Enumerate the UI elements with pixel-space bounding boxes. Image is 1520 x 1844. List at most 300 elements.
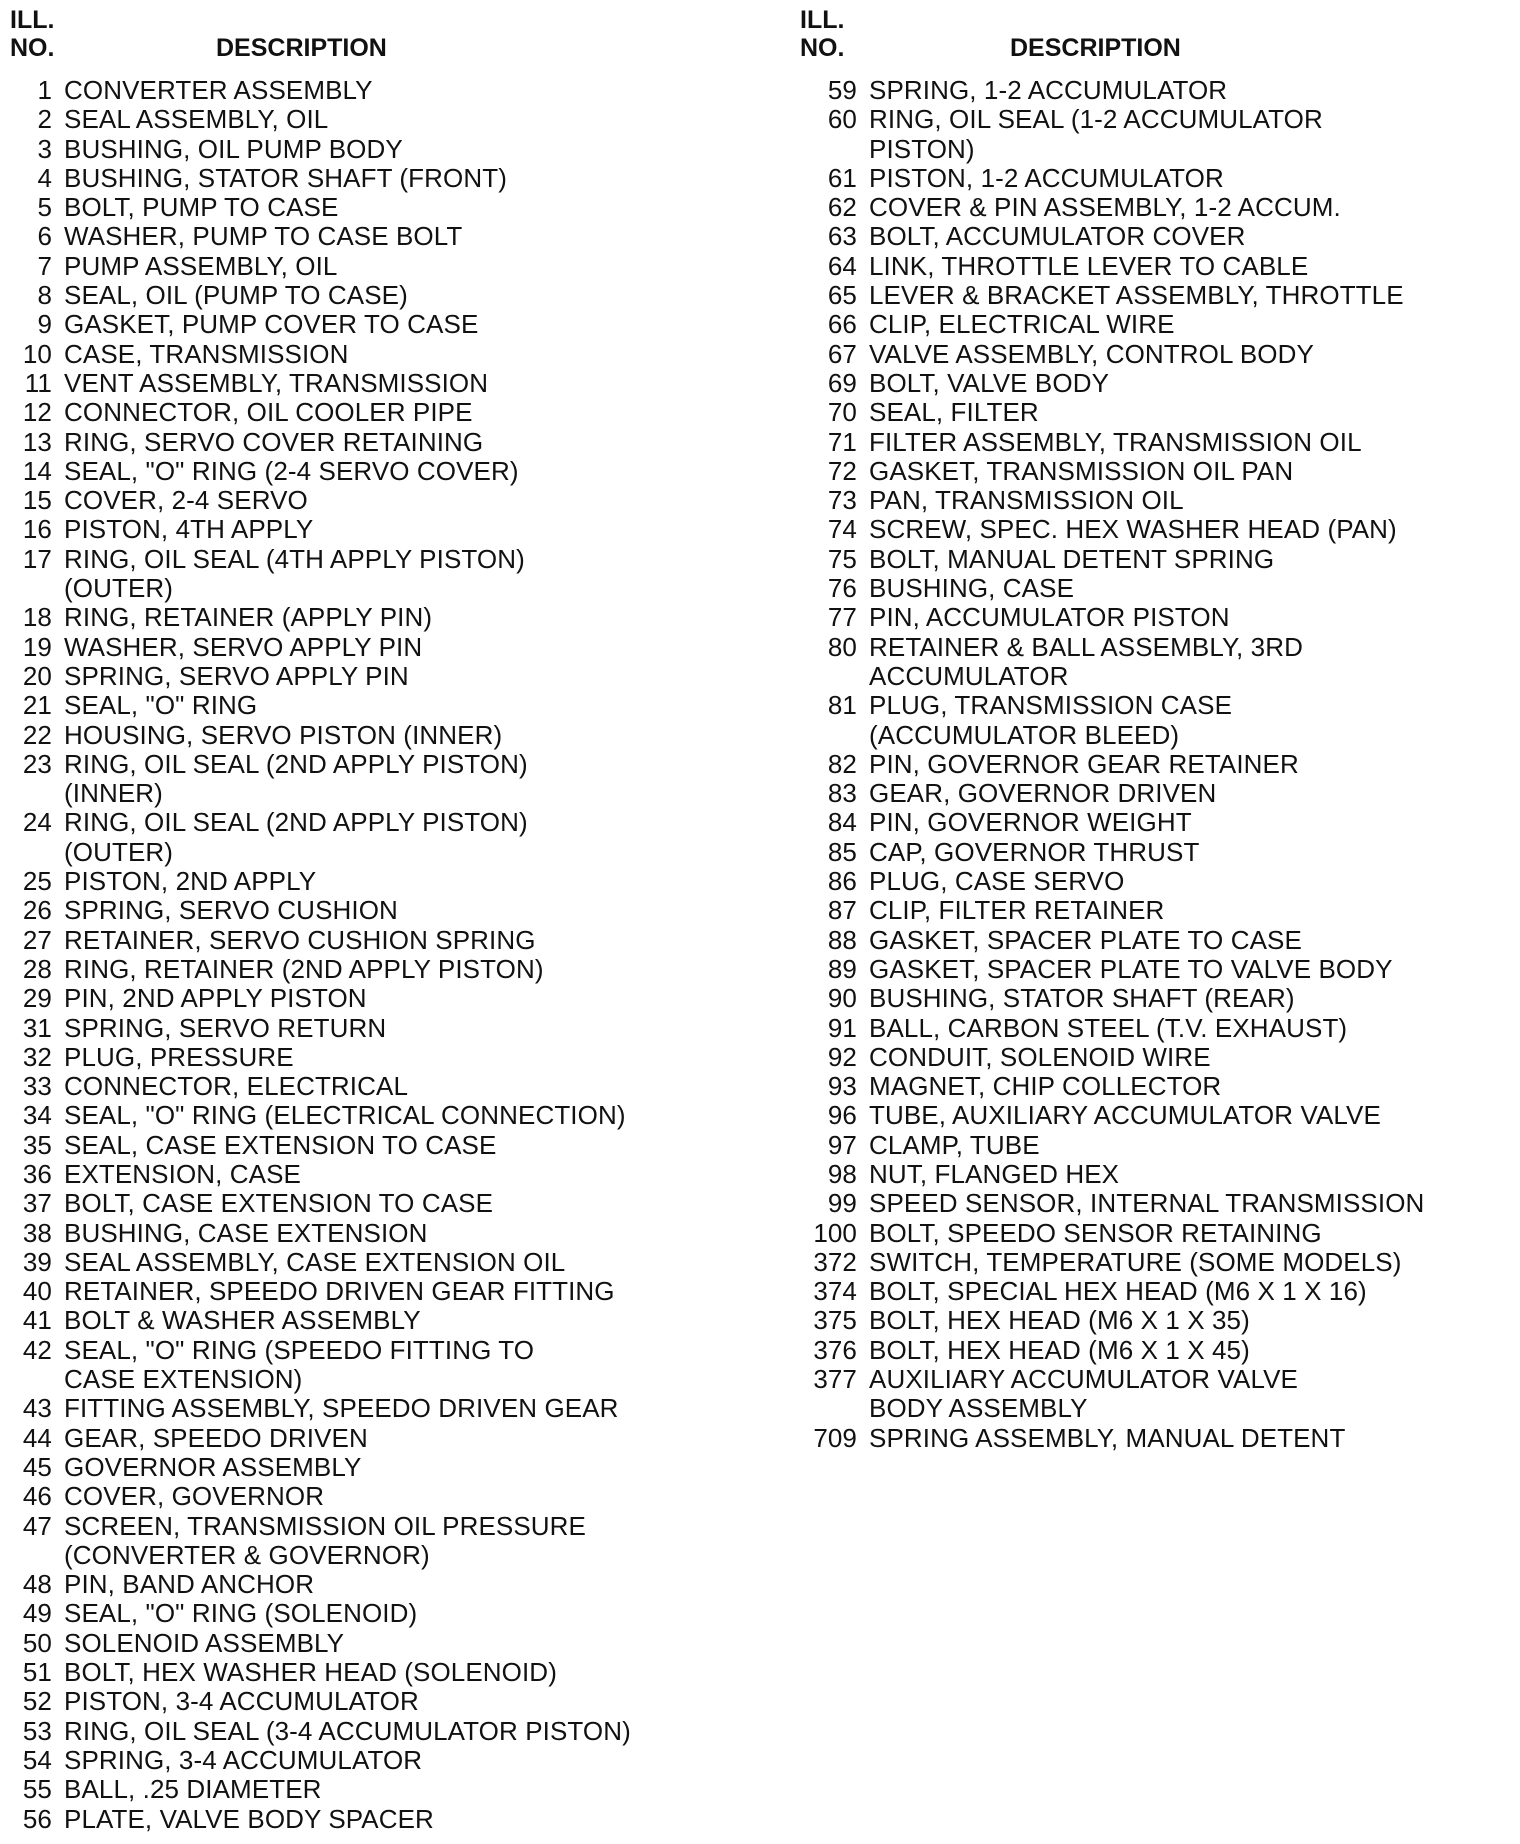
item-number: 34: [22, 1100, 52, 1131]
item-number: 96: [827, 1100, 857, 1131]
item-number: 59: [827, 75, 857, 105]
item-number: 91: [827, 1012, 857, 1043]
item-number: 97: [827, 1129, 857, 1160]
list-item: [10, 193, 740, 222]
list-item: [800, 1306, 1515, 1335]
list-item: [10, 1043, 740, 1072]
list-item: [10, 164, 740, 193]
item-number: 90: [827, 983, 857, 1014]
item-number: 36: [22, 1158, 52, 1189]
item-number: 37: [22, 1188, 52, 1219]
list-item: [10, 750, 740, 809]
item-description: VENT ASSEMBLY, TRANSMISSION: [64, 367, 489, 398]
list-item: [10, 545, 740, 604]
item-description: CLIP, ELECTRICAL WIRE: [869, 309, 1175, 340]
item-description: SPRING, SERVO APPLY PIN: [64, 660, 409, 691]
right-column-header: [800, 6, 1515, 62]
item-number: 6: [37, 221, 52, 252]
list-item: [10, 1599, 740, 1628]
item-number: 372: [813, 1246, 857, 1277]
item-description: SPRING, 1-2 ACCUMULATOR: [869, 75, 1228, 105]
item-description: GASKET, SPACER PLATE TO VALVE BODY: [869, 953, 1393, 984]
item-number: 9: [37, 309, 52, 340]
list-item: [10, 1277, 740, 1306]
list-item: [10, 1131, 740, 1160]
list-item: [10, 633, 740, 662]
item-description: RETAINER & BALL ASSEMBLY, 3RD ACCUMULATOR: [869, 631, 1303, 691]
list-item: [10, 105, 740, 134]
item-description: CONVERTER ASSEMBLY: [64, 75, 373, 105]
item-description: RING, OIL SEAL (4TH APPLY PISTON) (OUTER): [64, 543, 525, 604]
item-number: 40: [22, 1276, 52, 1307]
item-description: CASE, TRANSMISSION: [64, 338, 349, 369]
right-column: [800, 6, 1515, 1453]
list-item: [800, 1014, 1515, 1043]
list-item: [10, 721, 740, 750]
item-description: SEAL ASSEMBLY, OIL: [64, 104, 329, 135]
list-item: [10, 222, 740, 251]
list-item: [10, 135, 740, 164]
item-description: BUSHING, CASE: [869, 573, 1075, 604]
item-number: 67: [827, 338, 857, 369]
item-description: PLUG, PRESSURE: [64, 1041, 294, 1072]
item-number: 72: [827, 455, 857, 486]
list-item: [800, 1336, 1515, 1365]
list-item: [800, 428, 1515, 457]
item-number: 65: [827, 280, 857, 311]
item-number: 15: [22, 485, 52, 516]
list-item: [800, 369, 1515, 398]
parts-list-right: [800, 76, 1515, 1453]
item-number: 56: [22, 1803, 52, 1834]
item-number: 89: [827, 953, 857, 984]
list-item: [10, 603, 740, 632]
list-item: [800, 1424, 1515, 1453]
item-number: 5: [37, 192, 52, 223]
item-number: 19: [22, 631, 52, 662]
item-number: 66: [827, 309, 857, 340]
item-description: RING, RETAINER (APPLY PIN): [64, 602, 433, 633]
item-description: SPRING, 3-4 ACCUMULATOR: [64, 1744, 423, 1775]
item-description: CONDUIT, SOLENOID WIRE: [869, 1041, 1211, 1072]
item-number: 18: [22, 602, 52, 633]
list-item: [10, 1014, 740, 1043]
item-number: 28: [22, 953, 52, 984]
list-item: [800, 252, 1515, 281]
item-number: 77: [827, 602, 857, 633]
item-number: 375: [813, 1305, 857, 1336]
item-description: PIN, GOVERNOR GEAR RETAINER: [869, 748, 1299, 779]
list-item: [10, 252, 740, 281]
item-number: 22: [22, 719, 52, 750]
item-number: 84: [827, 807, 857, 838]
list-item: [10, 984, 740, 1013]
list-item: [800, 515, 1515, 544]
list-item: [10, 1248, 740, 1277]
list-item: [800, 1248, 1515, 1277]
item-number: 33: [22, 1071, 52, 1102]
list-item: [800, 1160, 1515, 1189]
list-item: [10, 515, 740, 544]
item-number: 21: [22, 690, 52, 721]
item-description: PISTON, 2ND APPLY: [64, 866, 317, 897]
item-description: BOLT, HEX WASHER HEAD (SOLENOID): [64, 1657, 557, 1688]
list-item: [10, 1189, 740, 1218]
list-item: [10, 1072, 740, 1101]
list-item: [800, 896, 1515, 925]
item-number: 75: [827, 543, 857, 574]
list-item: [800, 955, 1515, 984]
item-description: COVER & PIN ASSEMBLY, 1-2 ACCUM.: [869, 192, 1341, 223]
list-item: [10, 896, 740, 925]
item-number: 55: [22, 1774, 52, 1805]
item-number: 61: [827, 162, 857, 193]
item-description: COVER, GOVERNOR: [64, 1481, 325, 1512]
item-description: NUT, FLANGED HEX: [869, 1158, 1120, 1189]
item-description: RING, OIL SEAL (3-4 ACCUMULATOR PISTON): [64, 1715, 631, 1746]
item-number: 52: [22, 1686, 52, 1717]
item-description: RING, OIL SEAL (1-2 ACCUMULATOR PISTON): [869, 104, 1323, 164]
item-number: 29: [22, 983, 52, 1014]
list-item: [800, 1101, 1515, 1130]
item-description: BOLT, VALVE BODY: [869, 367, 1110, 398]
list-item: [800, 398, 1515, 427]
item-number: 60: [827, 104, 857, 135]
list-item: [10, 1717, 740, 1746]
list-item: [800, 545, 1515, 574]
item-number: 87: [827, 895, 857, 926]
list-item: [10, 1394, 740, 1423]
list-item: [10, 1336, 740, 1395]
item-number: 46: [22, 1481, 52, 1512]
list-item: [800, 1189, 1515, 1218]
list-item: [10, 867, 740, 896]
item-description: PLUG, CASE SERVO: [869, 866, 1125, 897]
item-number: 3: [37, 133, 52, 164]
no-header: NO.: [10, 34, 55, 62]
list-item: [10, 310, 740, 339]
list-item: [800, 867, 1515, 896]
item-description: SEAL, OIL (PUMP TO CASE): [64, 280, 408, 311]
item-number: 47: [22, 1510, 52, 1541]
item-description: PISTON, 4TH APPLY: [64, 514, 314, 545]
item-number: 374: [813, 1276, 857, 1307]
item-description: BUSHING, OIL PUMP BODY: [64, 133, 403, 164]
list-item: [800, 750, 1515, 779]
item-description: FITTING ASSEMBLY, SPEEDO DRIVEN GEAR: [64, 1393, 619, 1424]
item-description: PLUG, TRANSMISSION CASE (ACCUMULATOR BLEED): [869, 690, 1233, 750]
item-description: SOLENOID ASSEMBLY: [64, 1627, 345, 1658]
item-description: GEAR, SPEEDO DRIVEN: [64, 1422, 368, 1453]
item-number: 27: [22, 924, 52, 955]
item-number: 82: [827, 748, 857, 779]
list-item: [800, 1072, 1515, 1101]
list-item: [10, 1160, 740, 1189]
item-description: RING, OIL SEAL (2ND APPLY PISTON) (INNER): [64, 748, 528, 809]
item-number: 73: [827, 485, 857, 516]
list-item: [10, 340, 740, 369]
list-item: [800, 633, 1515, 692]
item-description: RETAINER, SPEEDO DRIVEN GEAR FITTING: [64, 1276, 615, 1307]
item-number: 17: [22, 543, 52, 574]
item-description: PIN, GOVERNOR WEIGHT: [869, 807, 1192, 838]
item-description: PIN, BAND ANCHOR: [64, 1569, 315, 1600]
left-column: [10, 6, 740, 1834]
item-number: 70: [827, 397, 857, 428]
item-number: 88: [827, 924, 857, 955]
list-item: [10, 1658, 740, 1687]
item-number: 2: [37, 104, 52, 135]
item-description: GASKET, PUMP COVER TO CASE: [64, 309, 479, 340]
item-number: 20: [22, 660, 52, 691]
item-description: BOLT, PUMP TO CASE: [64, 192, 339, 223]
item-description: BOLT, HEX HEAD (M6 X 1 X 35): [869, 1305, 1250, 1336]
item-description: COVER, 2-4 SERVO: [64, 485, 308, 516]
list-item: [10, 1101, 740, 1130]
list-item: [800, 926, 1515, 955]
item-number: 76: [827, 573, 857, 604]
item-number: 71: [827, 426, 857, 457]
list-item: [800, 1219, 1515, 1248]
item-description: PISTON, 3-4 ACCUMULATOR: [64, 1686, 419, 1717]
list-item: [10, 76, 740, 105]
item-description: SPRING, SERVO RETURN: [64, 1012, 387, 1043]
item-number: 62: [827, 192, 857, 223]
list-item: [800, 1131, 1515, 1160]
item-number: 98: [827, 1158, 857, 1189]
list-item: [800, 281, 1515, 310]
item-description: SEAL, "O" RING: [64, 690, 258, 721]
item-description: BALL, CARBON STEEL (T.V. EXHAUST): [869, 1012, 1348, 1043]
item-number: 86: [827, 866, 857, 897]
item-description: CONNECTOR, ELECTRICAL: [64, 1071, 409, 1102]
list-item: [800, 222, 1515, 251]
item-description: WASHER, SERVO APPLY PIN: [64, 631, 423, 662]
item-description: CLAMP, TUBE: [869, 1129, 1040, 1160]
list-item: [10, 1570, 740, 1599]
no-header: NO.: [800, 34, 845, 62]
item-description: BUSHING, STATOR SHAFT (REAR): [869, 983, 1295, 1014]
item-description: SEAL, "O" RING (SPEEDO FITTING TO CASE EXTENSION): [64, 1334, 535, 1395]
item-number: 4: [37, 162, 52, 193]
list-item: [10, 808, 740, 867]
item-description: CAP, GOVERNOR THRUST: [869, 836, 1200, 867]
item-description: SEAL, "O" RING (SOLENOID): [64, 1598, 418, 1629]
list-item: [10, 1687, 740, 1716]
list-item: [800, 691, 1515, 750]
list-item: [10, 1512, 740, 1571]
parts-list-left: [10, 76, 740, 1834]
item-number: 100: [813, 1217, 857, 1248]
list-item: [800, 984, 1515, 1013]
item-description: BOLT, ACCUMULATOR COVER: [869, 221, 1246, 252]
item-description: LINK, THROTTLE LEVER TO CABLE: [869, 250, 1309, 281]
list-item: [800, 457, 1515, 486]
left-column-header: [10, 6, 740, 62]
item-number: 41: [22, 1305, 52, 1336]
item-number: 45: [22, 1451, 52, 1482]
item-description: GASKET, TRANSMISSION OIL PAN: [869, 455, 1294, 486]
item-number: 83: [827, 778, 857, 809]
list-item: [800, 808, 1515, 837]
list-item: [10, 1482, 740, 1511]
ill-header: ILL.: [800, 6, 845, 34]
list-item: [800, 193, 1515, 222]
item-description: AUXILIARY ACCUMULATOR VALVE BODY ASSEMBLY: [869, 1364, 1298, 1424]
list-item: [10, 955, 740, 984]
item-number: 64: [827, 250, 857, 281]
item-number: 35: [22, 1129, 52, 1160]
list-item: [800, 76, 1515, 105]
list-item: [800, 603, 1515, 632]
item-number: 93: [827, 1071, 857, 1102]
item-description: WASHER, PUMP TO CASE BOLT: [64, 221, 463, 252]
item-description: EXTENSION, CASE: [64, 1158, 301, 1189]
list-item: [800, 1365, 1515, 1424]
item-number: 14: [22, 455, 52, 486]
item-number: 23: [22, 748, 52, 779]
item-number: 80: [827, 631, 857, 662]
item-number: 25: [22, 866, 52, 897]
list-item: [800, 105, 1515, 164]
item-description: PUMP ASSEMBLY, OIL: [64, 250, 338, 281]
item-number: 38: [22, 1217, 52, 1248]
item-description: GOVERNOR ASSEMBLY: [64, 1451, 362, 1482]
item-description: HOUSING, SERVO PISTON (INNER): [64, 719, 503, 750]
item-number: 39: [22, 1246, 52, 1277]
item-number: 11: [24, 367, 52, 398]
list-item: [10, 398, 740, 427]
list-item: [800, 1277, 1515, 1306]
item-description: PAN, TRANSMISSION OIL: [869, 485, 1184, 516]
item-description: SPEED SENSOR, INTERNAL TRANSMISSION: [869, 1188, 1425, 1219]
item-number: 50: [22, 1627, 52, 1658]
item-description: SCREEN, TRANSMISSION OIL PRESSURE (CONVERTER & GOVERNOR): [64, 1510, 586, 1570]
list-item: [800, 779, 1515, 808]
item-number: 1: [37, 75, 52, 105]
item-number: 31: [22, 1012, 52, 1043]
list-item: [10, 1424, 740, 1453]
item-description: PIN, 2ND APPLY PISTON: [64, 983, 367, 1014]
item-description: BOLT, SPEEDO SENSOR RETAINING: [869, 1217, 1322, 1248]
list-item: [800, 574, 1515, 603]
list-item: [10, 1775, 740, 1804]
item-description: GEAR, GOVERNOR DRIVEN: [869, 778, 1217, 809]
item-description: BOLT, HEX HEAD (M6 X 1 X 45): [869, 1334, 1250, 1365]
item-description: SEAL ASSEMBLY, CASE EXTENSION OIL: [64, 1246, 566, 1277]
list-item: [800, 340, 1515, 369]
item-number: 48: [22, 1569, 52, 1600]
ill-header: ILL.: [10, 6, 55, 34]
item-number: 12: [22, 397, 52, 428]
item-number: 709: [813, 1422, 857, 1453]
item-description: PIN, ACCUMULATOR PISTON: [869, 602, 1230, 633]
item-description: BOLT & WASHER ASSEMBLY: [64, 1305, 421, 1336]
item-description: GASKET, SPACER PLATE TO CASE: [869, 924, 1302, 955]
item-description: SEAL, FILTER: [869, 397, 1039, 428]
item-number: 92: [827, 1041, 857, 1072]
item-number: 7: [37, 250, 52, 281]
item-description: SPRING ASSEMBLY, MANUAL DETENT: [869, 1422, 1346, 1453]
list-item: [10, 369, 740, 398]
item-description: PLATE, VALVE BODY SPACER: [64, 1803, 434, 1834]
list-item: [10, 1306, 740, 1335]
item-description: RING, RETAINER (2ND APPLY PISTON): [64, 953, 544, 984]
list-item: [800, 1043, 1515, 1072]
item-description: RING, OIL SEAL (2ND APPLY PISTON) (OUTER): [64, 807, 528, 867]
item-description: SCREW, SPEC. HEX WASHER HEAD (PAN): [869, 514, 1397, 545]
list-item: [800, 486, 1515, 515]
item-number: 69: [827, 367, 857, 398]
item-description: BUSHING, STATOR SHAFT (FRONT): [64, 162, 507, 193]
item-description: CLIP, FILTER RETAINER: [869, 895, 1165, 926]
item-description: SEAL, "O" RING (ELECTRICAL CONNECTION): [64, 1100, 626, 1131]
item-description: RETAINER, SERVO CUSHION SPRING: [64, 924, 536, 955]
item-number: 43: [22, 1393, 52, 1424]
item-description: PISTON, 1-2 ACCUMULATOR: [869, 162, 1224, 193]
description-header: DESCRIPTION: [1010, 34, 1181, 62]
item-description: SPRING, SERVO CUSHION: [64, 895, 398, 926]
list-item: [10, 1219, 740, 1248]
item-number: 42: [22, 1334, 52, 1365]
item-description: MAGNET, CHIP COLLECTOR: [869, 1071, 1222, 1102]
item-description: SWITCH, TEMPERATURE (SOME MODELS): [869, 1246, 1402, 1277]
item-description: RING, SERVO COVER RETAINING: [64, 426, 484, 457]
list-item: [800, 164, 1515, 193]
item-number: 51: [22, 1657, 52, 1688]
list-item: [10, 691, 740, 720]
item-number: 99: [827, 1188, 857, 1219]
item-number: 376: [813, 1334, 857, 1365]
list-item: [10, 1453, 740, 1482]
list-item: [10, 457, 740, 486]
item-number: 8: [37, 280, 52, 311]
item-number: 10: [22, 338, 52, 369]
list-item: [10, 926, 740, 955]
item-description: BOLT, CASE EXTENSION TO CASE: [64, 1188, 494, 1219]
list-item: [10, 1629, 740, 1658]
item-number: 49: [22, 1598, 52, 1629]
item-description: BUSHING, CASE EXTENSION: [64, 1217, 428, 1248]
item-number: 24: [22, 807, 52, 838]
list-item: [10, 1805, 740, 1834]
item-description: VALVE ASSEMBLY, CONTROL BODY: [869, 338, 1314, 369]
item-number: 13: [22, 426, 52, 457]
item-number: 85: [827, 836, 857, 867]
list-item: [10, 428, 740, 457]
item-number: 26: [22, 895, 52, 926]
item-number: 53: [22, 1715, 52, 1746]
item-description: TUBE, AUXILIARY ACCUMULATOR VALVE: [869, 1100, 1381, 1131]
item-description: BALL, .25 DIAMETER: [64, 1774, 322, 1805]
item-number: 81: [827, 690, 857, 721]
item-number: 377: [813, 1364, 857, 1395]
item-description: BOLT, SPECIAL HEX HEAD (M6 X 1 X 16): [869, 1276, 1367, 1307]
list-item: [800, 838, 1515, 867]
list-item: [800, 310, 1515, 339]
list-item: [10, 662, 740, 691]
item-number: 54: [22, 1744, 52, 1775]
item-number: 74: [827, 514, 857, 545]
list-item: [10, 281, 740, 310]
description-header: DESCRIPTION: [216, 34, 387, 62]
item-number: 63: [827, 221, 857, 252]
item-description: SEAL, "O" RING (2-4 SERVO COVER): [64, 455, 519, 486]
item-description: CONNECTOR, OIL COOLER PIPE: [64, 397, 473, 428]
item-description: BOLT, MANUAL DETENT SPRING: [869, 543, 1275, 574]
item-number: 44: [22, 1422, 52, 1453]
item-number: 32: [22, 1041, 52, 1072]
